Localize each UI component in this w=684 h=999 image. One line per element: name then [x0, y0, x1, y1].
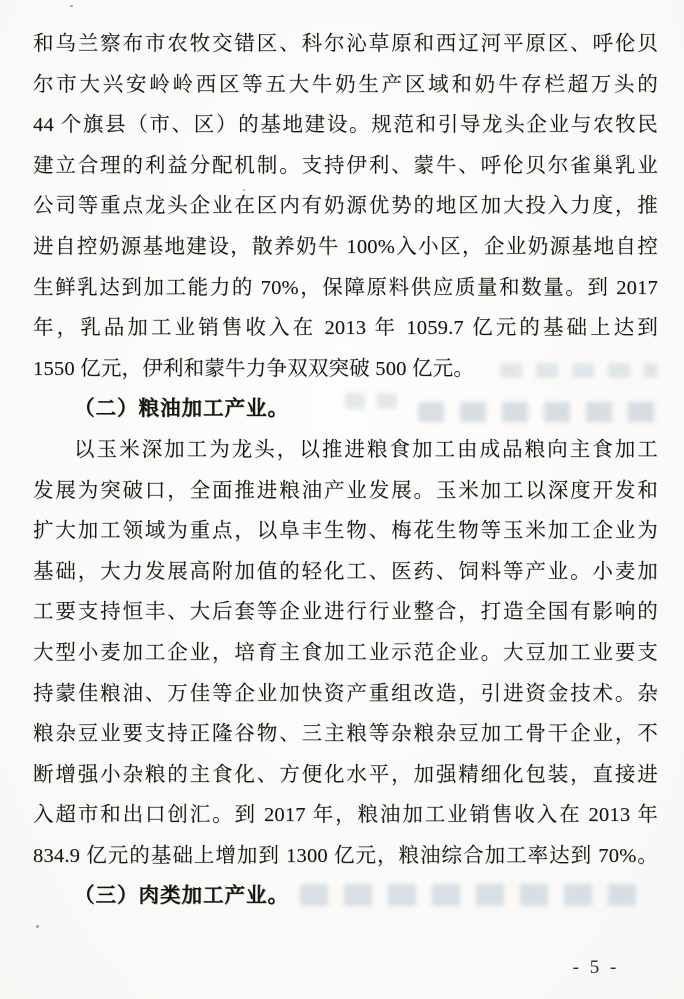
- text-line: 持蒙佳粮油、万佳等企业加快资产重组改造，引进资金技术。杂: [33, 682, 658, 705]
- text-line: 进自控奶源基地建设，散养奶牛 100%入小区，企业奶源基地自控: [33, 235, 658, 258]
- text-line: 扩大加工领域为重点，以阜丰生物、梅花生物等玉米加工企业为: [33, 520, 658, 543]
- text-line: 工要支持恒丰、大后套等企业进行行业整合，打造全国有影响的: [33, 601, 658, 624]
- section-heading: （三）肉类加工产业。: [74, 885, 289, 908]
- page-number: - 5 -: [572, 957, 620, 978]
- text-line: 1550 亿元，伊利和蒙牛力争双双突破 500 亿元。: [33, 357, 475, 380]
- text-line: 粮杂豆业要支持正隆谷物、三主粮等杂粮杂豆加工骨干企业，不: [33, 723, 658, 746]
- text-line: 44 个旗县（市、区）的基地建设。规范和引导龙头企业与农牧民: [33, 114, 658, 137]
- text-line: 基础，大力发展高附加值的轻化工、医药、饲料等产业。小麦加: [33, 560, 658, 583]
- text-line: 生鲜乳达到加工能力的 70%，保障原料供应质量和数量。到 2017: [33, 276, 658, 299]
- text-line: 发展为突破口，全面推进粮油产业发展。玉米加工以深度开发和: [33, 479, 658, 502]
- text-line: 建立合理的利益分配机制。支持伊利、蒙牛、呼伦贝尔雀巢乳业: [33, 154, 658, 177]
- section-heading: （二）粮油加工产业。: [74, 398, 289, 421]
- text-line: 尔市大兴安岭岭西区等五大牛奶生产区域和奶牛存栏超万头的: [33, 73, 658, 96]
- text-line: 断增强小杂粮的主食化、方便化水平，加强精细化包装，直接进: [33, 763, 658, 786]
- document-body: [33, 24, 658, 917]
- text-line: 大型小麦加工企业，培育主食加工业示范企业。大豆加工业要支: [33, 641, 658, 664]
- text-line: 入超市和出口创汇。到 2017 年，粮油加工业销售收入在 2013 年: [33, 804, 658, 827]
- text-line: 公司等重点龙头企业在区内有奶源优势的地区加大投入力度，推: [33, 195, 658, 218]
- text-line: 年，乳品加工业销售收入在 2013 年 1059.7 亿元的基础上达到: [33, 317, 658, 340]
- text-line: 和乌兰察布市农牧交错区、科尔沁草原和西辽河平原区、呼伦贝: [33, 33, 658, 55]
- text-line: 以玉米深加工为龙头，以推进粮食加工由成品粮向主食加工: [74, 438, 658, 461]
- scan-speck: [36, 925, 39, 928]
- scan-speck: [70, 5, 73, 7]
- text-line: 834.9 亿元的基础上增加到 1300 亿元，粮油综合加工率达到 70%。: [33, 844, 658, 867]
